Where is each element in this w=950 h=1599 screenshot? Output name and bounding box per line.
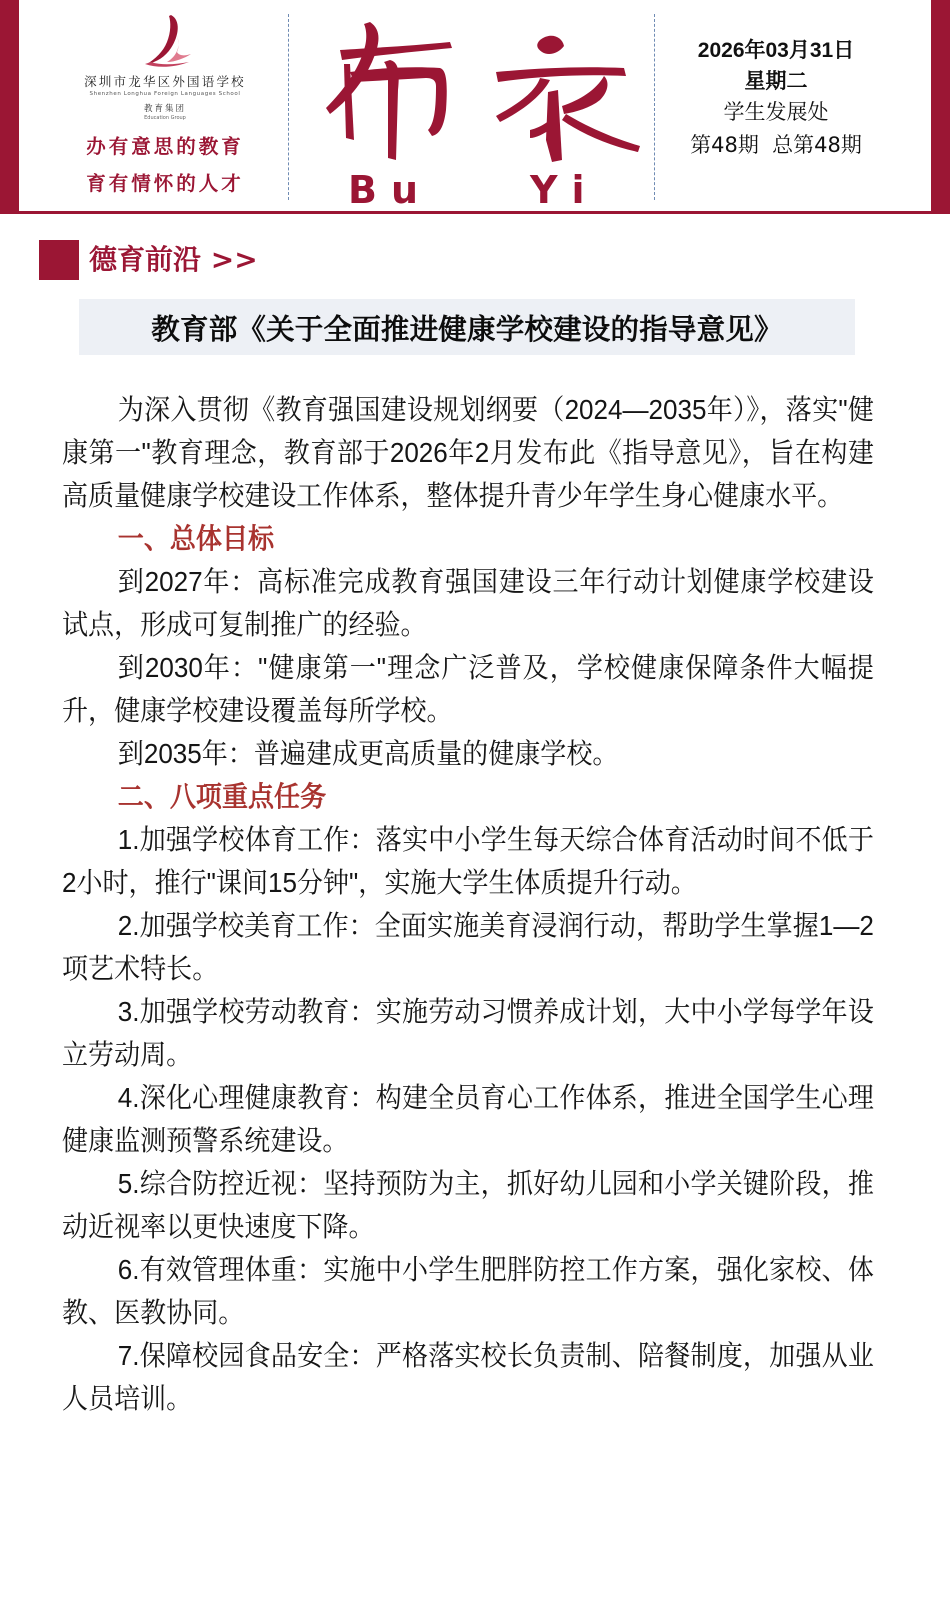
heading-overall-goals: 一、总体目标 bbox=[117, 522, 275, 555]
issue-date: 2026年03月31日 bbox=[697, 39, 855, 62]
newsletter-title bbox=[300, 10, 650, 212]
right-accent-bar bbox=[931, 0, 950, 211]
issue-weekday: 星期二 bbox=[744, 69, 808, 93]
task-3: 3.加强学校劳动教育：实施劳动习惯养成计划，大中小学每学年设立劳动周。 bbox=[62, 996, 874, 1070]
article-title-text: 教育部《关于全面推进健康学校建设的指导意见》 bbox=[151, 312, 783, 346]
school-logo-icon bbox=[133, 12, 197, 70]
intro-paragraph: 为深入贯彻《教育强国建设规划纲要（2024—2035年）》，落实"健康第一"教育理念，教育部于2026年2月发布此《指导意见》，旨在构建高质量健康学校建设工作体系，整体提升青少年学生身心健康水平。 bbox=[62, 394, 874, 511]
article-title bbox=[79, 299, 855, 355]
motto-line-1: 办有意思的教育 bbox=[86, 135, 244, 158]
issue-number: 第48期 总第48期 bbox=[690, 133, 862, 157]
dashed-divider bbox=[654, 14, 655, 200]
masthead bbox=[0, 0, 950, 214]
school-brand bbox=[60, 12, 270, 202]
left-accent-bar bbox=[0, 0, 19, 211]
school-name-en: Shenzhen Longhua Foreign Languages School bbox=[89, 91, 241, 97]
task-5: 5.综合防控近视：坚持预防为主，抓好幼儿园和小学关键阶段，推动近视率以更快速度下降。 bbox=[62, 1168, 874, 1242]
task-6: 6.有效管理体重：实施中小学生肥胖防控工作方案，强化家校、体教、医教协同。 bbox=[62, 1254, 874, 1328]
task-7: 7.保障校园食品安全：严格落实校长负责制、陪餐制度，加强从业人员培训。 bbox=[62, 1340, 874, 1414]
heading-key-tasks: 二、八项重点任务 bbox=[117, 780, 327, 813]
section-tag bbox=[39, 240, 258, 280]
issuing-department: 学生发展处 bbox=[723, 100, 829, 124]
title-latin-bu: Bu bbox=[348, 168, 433, 212]
motto-line-2: 育有情怀的人才 bbox=[86, 172, 244, 195]
article-body bbox=[62, 388, 874, 1420]
school-name-cn: 深圳市龙华区外国语学校 bbox=[84, 74, 246, 89]
section-label: 德育前沿 >> bbox=[89, 243, 258, 276]
title-latin-yi: Yi bbox=[530, 168, 599, 212]
group-name-en: Education Group bbox=[144, 115, 186, 121]
goal-2027: 到2027年：高标准完成教育强国建设三年行动计划健康学校建设试点，形成可复制推广的经验。 bbox=[62, 566, 874, 640]
dashed-divider bbox=[288, 14, 289, 200]
calligraphy-title-icon bbox=[300, 10, 650, 170]
goal-2030: 到2030年："健康第一"理念广泛普及，学校健康保障条件大幅提升，健康学校建设覆盖每所学校。 bbox=[62, 652, 874, 726]
goal-2035: 到2035年：普遍建成更高质量的健康学校。 bbox=[117, 738, 619, 769]
task-2: 2.加强学校美育工作：全面实施美育浸润行动，帮助学生掌握1—2项艺术特长。 bbox=[62, 910, 874, 984]
issue-info bbox=[662, 36, 890, 162]
task-1: 1.加强学校体育工作：落实中小学生每天综合体育活动时间不低于2小时，推行"课间15分钟"，实施大学生体质提升行动。 bbox=[62, 824, 874, 898]
task-4: 4.深化心理健康教育：构建全员育心工作体系，推进全国学生心理健康监测预警系统建设。 bbox=[62, 1082, 874, 1156]
group-name-cn: 教育集团 bbox=[143, 104, 186, 114]
section-square-icon bbox=[39, 240, 79, 280]
